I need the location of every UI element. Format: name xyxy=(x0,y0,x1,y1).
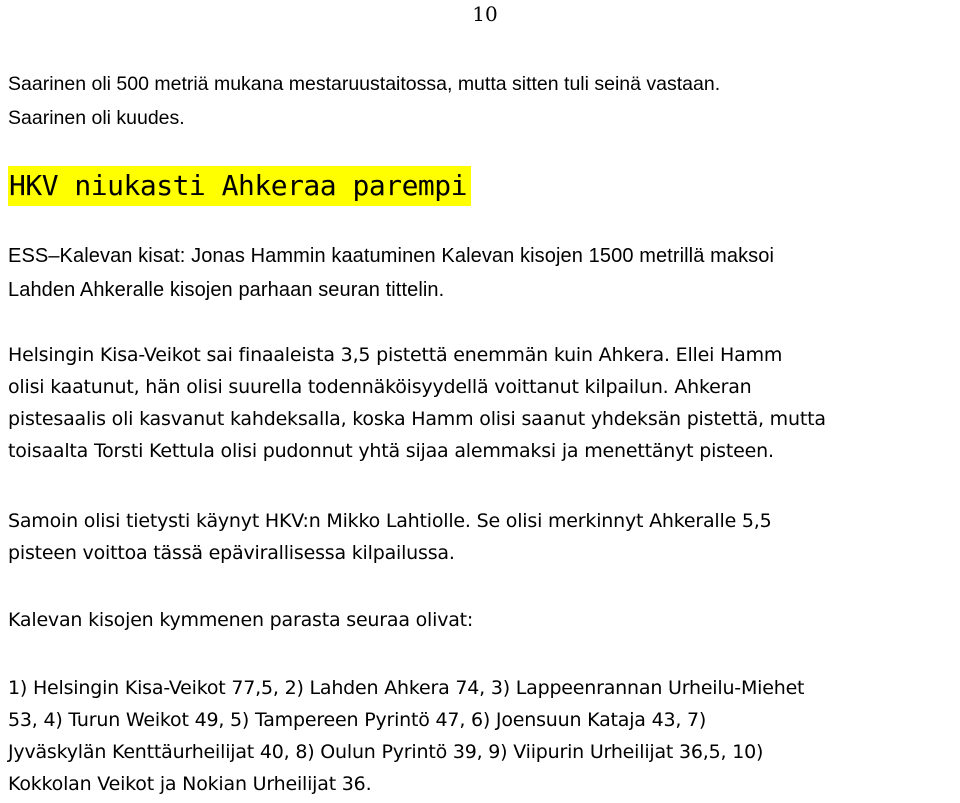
paragraph4-line-4: Kokkolan Veikot ja Nokian Urheilijat 36. xyxy=(8,773,372,795)
paragraph3-line-1: Kalevan kisojen kymmenen parasta seuraa olivat: xyxy=(8,609,474,631)
intro-paragraph xyxy=(8,67,952,135)
paragraph1-line-4: toisaalta Torsti Kettula olisi pudonnut yhtä sijaa alemmaksi ja menettänyt pisteen. xyxy=(8,440,774,462)
ess-line-2: Lahden Ahkeralle kisojen parhaan seuran tittelin. xyxy=(8,279,445,301)
paragraph-lahtio xyxy=(8,505,952,569)
paragraph1-line-3: pistesaalis oli kasvanut kahdeksalla, koska Hamm olisi saanut yhdeksän pistettä, mutta xyxy=(8,408,826,430)
paragraph4-line-2: 53, 4) Turun Weikot 49, 5) Tampereen Pyrintö 47, 6) Joensuun Kataja 43, 7) xyxy=(8,709,707,731)
paragraph-top-ten-intro xyxy=(8,604,952,636)
paragraph1-line-2: olisi kaatunut, hän olisi suurella todennäköisyydellä voittanut kilpailun. Ahkeran xyxy=(8,376,752,398)
ess-line-1: ESS–Kalevan kisat: Jonas Hammin kaatuminen Kalevan kisojen 1500 metrillä maksoi xyxy=(8,245,775,267)
intro-line-1: Saarinen oli 500 metriä mukana mestaruustaitossa, mutta sitten tuli seinä vastaan. xyxy=(8,73,721,95)
paragraph2-line-1: Samoin olisi tietysti käynyt HKV:n Mikko Lahtiolle. Se olisi merkinnyt Ahkeralle 5,5 xyxy=(8,510,772,532)
ess-paragraph xyxy=(8,239,952,307)
paragraph-kisa-veikot xyxy=(8,339,952,467)
section-heading: HKV niukasti Ahkeraa parempi xyxy=(8,166,471,206)
paragraph4-line-1: 1) Helsingin Kisa-Veikot 77,5, 2) Lahden Ahkera 74, 3) Lappeenrannan Urheilu-Miehet xyxy=(8,677,805,699)
paragraph-top-ten-list xyxy=(8,672,952,800)
paragraph2-line-2: pisteen voittoa tässä epävirallisessa kilpailussa. xyxy=(8,542,455,564)
paragraph1-line-1: Helsingin Kisa-Veikot sai finaaleista 3,5 pistettä enemmän kuin Ahkera. Ellei Hamm xyxy=(8,344,783,366)
page-number: 10 xyxy=(472,2,498,26)
intro-line-2: Saarinen oli kuudes. xyxy=(8,107,185,129)
paragraph4-line-3: Jyväskylän Kenttäurheilijat 40, 8) Oulun Pyrintö 39, 9) Viipurin Urheilijat 36,5, 10) xyxy=(8,741,764,763)
